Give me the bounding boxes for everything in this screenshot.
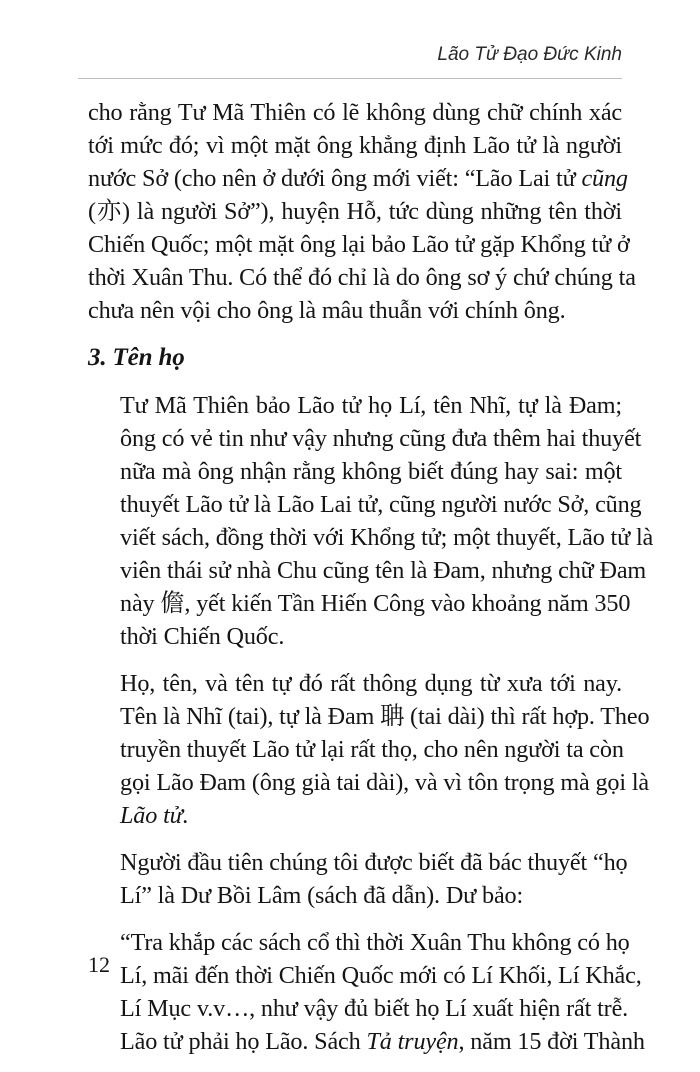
- text-line: Lí, mãi đến thời Chiến Quốc mới có Lí Khối, Lí Khắc,: [120, 962, 642, 989]
- text-line: Tư Mã Thiên bảo Lão tử họ Lí, tên Nhĩ, tự là Đam;: [120, 392, 622, 419]
- text-line: gọi Lão Đam (ông già tai dài), và vì tôn trọng mà gọi là: [120, 769, 649, 796]
- paragraph-common-names: [88, 667, 650, 832]
- text-line: Lí” là Dư Bồi Lâm (sách đã dẫn). Dư bảo:: [120, 882, 524, 909]
- text-line: Lí Mục v.v…, như vậy đủ biết họ Lí xuất hiện rất trễ.: [120, 995, 629, 1022]
- text-line: thời Chiến Quốc.: [120, 623, 285, 650]
- text-segment: , năm 15 đời Thành: [458, 1028, 645, 1055]
- text-line: Tên là Nhĩ (tai), tự là Đam 聃 (tai dài) thì rất hợp. Theo: [120, 703, 650, 730]
- running-header-title: Lão Tử Đạo Đức Kinh: [437, 44, 622, 65]
- page-content: [88, 96, 654, 1072]
- text-line: ông có vẻ tin như vậy nhưng cũng đưa thêm hai thuyết: [120, 425, 642, 452]
- text-line: viên thái sử nhà Chu cũng tên là Đam, nhưng chữ Đam: [120, 557, 647, 584]
- text-line: “Tra khắp các sách cổ thì thời Xuân Thu không có họ: [120, 929, 630, 956]
- text-line: Họ, tên, và tên tự đó rất thông dụng từ xưa tới nay.: [120, 670, 622, 697]
- text-line: nữa mà ông nhận rằng không biết đúng hay sai: một: [120, 458, 622, 485]
- text-line: thuyết Lão tử là Lão Lai tử, cũng người nước Sở, cũng: [120, 491, 642, 518]
- italic-book-title: Tả truyện: [366, 1028, 459, 1055]
- text-line: viết sách, đồng thời với Khổng tử; một thuyết, Lão tử là: [120, 524, 654, 551]
- paragraph-first-refutation: [88, 846, 628, 912]
- paragraph-names: [88, 389, 654, 653]
- text-segment: Lão tử phải họ Lão. Sách: [120, 1028, 367, 1055]
- section-heading: 3. Tên họ: [88, 344, 185, 371]
- text-segment: nước Sở (cho nên ở dưới ông mới viết: “Lão Lai tử: [88, 165, 582, 192]
- italic-word: cũng: [581, 165, 628, 192]
- text-line: Người đầu tiên chúng tôi được biết đã bác thuyết “họ: [120, 849, 628, 876]
- text-line: thời Xuân Thu. Có thể đó chỉ là do ông sơ ý chứ chúng ta: [88, 264, 636, 291]
- text-line: Chiến Quốc; một mặt ông lại bảo Lão tử gặp Khổng tử ở: [88, 231, 630, 258]
- text-line: cho rằng Tư Mã Thiên có lẽ không dùng chữ chính xác: [88, 99, 622, 126]
- paragraph-continuation: [88, 96, 636, 327]
- text-line: tới mức đó; vì một mặt ông khẳng định Lão tử là người: [88, 132, 622, 159]
- text-line-with-italic: [88, 1025, 645, 1058]
- text-line: này 儋, yết kiến Tần Hiến Công vào khoảng năm 350: [120, 590, 631, 617]
- text-line: truyền thuyết Lão tử lại rất thọ, cho nên người ta còn: [120, 736, 624, 763]
- text-line: (亦) là người Sở”), huyện Hỗ, tức dùng những tên thời: [88, 198, 622, 225]
- page-number: 12: [88, 952, 110, 977]
- header-rule: [78, 78, 622, 79]
- paragraph-quotation: [88, 926, 645, 1058]
- text-line: chưa nên vội cho ông là mâu thuẫn với chính ông.: [88, 297, 566, 324]
- italic-line: Lão tử.: [120, 802, 189, 829]
- text-line-with-italic: [88, 162, 628, 195]
